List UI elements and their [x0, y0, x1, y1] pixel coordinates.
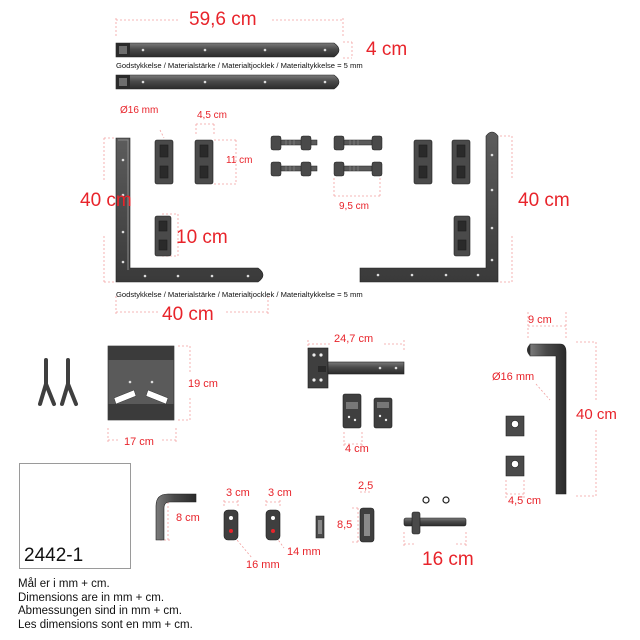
- dim-staple-height: 8,5: [337, 519, 353, 531]
- dim-hinge-plate-width: 4,5 cm: [197, 110, 228, 121]
- footer-line-no: Mål er i mm + cm.: [18, 578, 110, 590]
- latch-bar: [308, 348, 404, 388]
- dim-strap-b-width: 3 cm: [268, 487, 292, 499]
- dim-hinge-plate-height: 11 cm: [226, 155, 253, 166]
- y-wedges: [40, 360, 76, 404]
- dim-bottom-leg: 40 cm: [162, 304, 214, 325]
- dim-right-height-value: 40 cm: [518, 190, 570, 211]
- footer-line-en: Dimensions are in mm + cm.: [18, 591, 165, 604]
- dim-latch-length: 24,7 cm: [334, 333, 374, 345]
- dim-pin-diameter-left: Ø16 mm: [120, 105, 159, 116]
- dim-hook-height: 8 cm: [176, 512, 200, 524]
- keeper-plate: [108, 346, 174, 420]
- dim-pin-top: 9 cm: [528, 314, 552, 326]
- dim-pin-diameter-right: Ø16 mm: [492, 371, 535, 383]
- dim-bar-length: 59,6 cm: [189, 9, 257, 30]
- dim-bolt-length: 9,5 cm: [339, 201, 370, 212]
- dim-left-height: [80, 190, 132, 212]
- dim-small-plate: 10 cm: [176, 227, 228, 248]
- dim-right-height: [518, 190, 570, 212]
- hinge-plates-right: [414, 140, 470, 256]
- dim-strap-b-hole: 14 mm: [287, 546, 321, 558]
- strap-hinge-bottom: [116, 75, 339, 89]
- dim-catch-width: 4 cm: [345, 443, 369, 455]
- thickness-note-middle: Godstykkelse / Materialstärke / Materialtjocklek / Materialtykkelse = 5 mm: [116, 290, 363, 299]
- sliding-bolt: [404, 497, 466, 534]
- thickness-note-top: Godstykkelse / Materialstärke / Materialtjocklek / Materialtykkelse = 5 mm: [116, 61, 363, 70]
- dim-keeper-height: 19 cm: [188, 378, 218, 390]
- dim-strap-a-hole: 16 mm: [246, 559, 280, 571]
- dimension-guides: [104, 18, 596, 558]
- product-code: 2442-1: [24, 545, 84, 566]
- dim-bolt-small-length: 16 cm: [422, 549, 474, 570]
- dim-bar-width: 4 cm: [366, 39, 408, 60]
- footer-line-fr: Les dimensions sont en mm + cm.: [18, 618, 193, 631]
- dim-pin-height: 40 cm: [576, 406, 617, 423]
- eye-plates: [506, 416, 524, 476]
- footer-line-de: Abmessungen sind in mm + cm.: [18, 605, 182, 617]
- footer-notes: [18, 578, 193, 632]
- dim-strap-a-width: 3 cm: [226, 487, 250, 499]
- dim-keeper-width: 17 cm: [124, 436, 154, 448]
- catch-plates: [343, 394, 392, 428]
- bolts-group: [271, 136, 382, 176]
- dim-eye-width: 4,5 cm: [508, 495, 542, 507]
- long-l-pin: [527, 344, 566, 494]
- strap-hinge-top: [116, 43, 339, 57]
- small-straps: [224, 510, 280, 540]
- dim-left-height-value: 40 cm: [80, 190, 132, 211]
- dim-staple-width: 2,5: [358, 480, 374, 492]
